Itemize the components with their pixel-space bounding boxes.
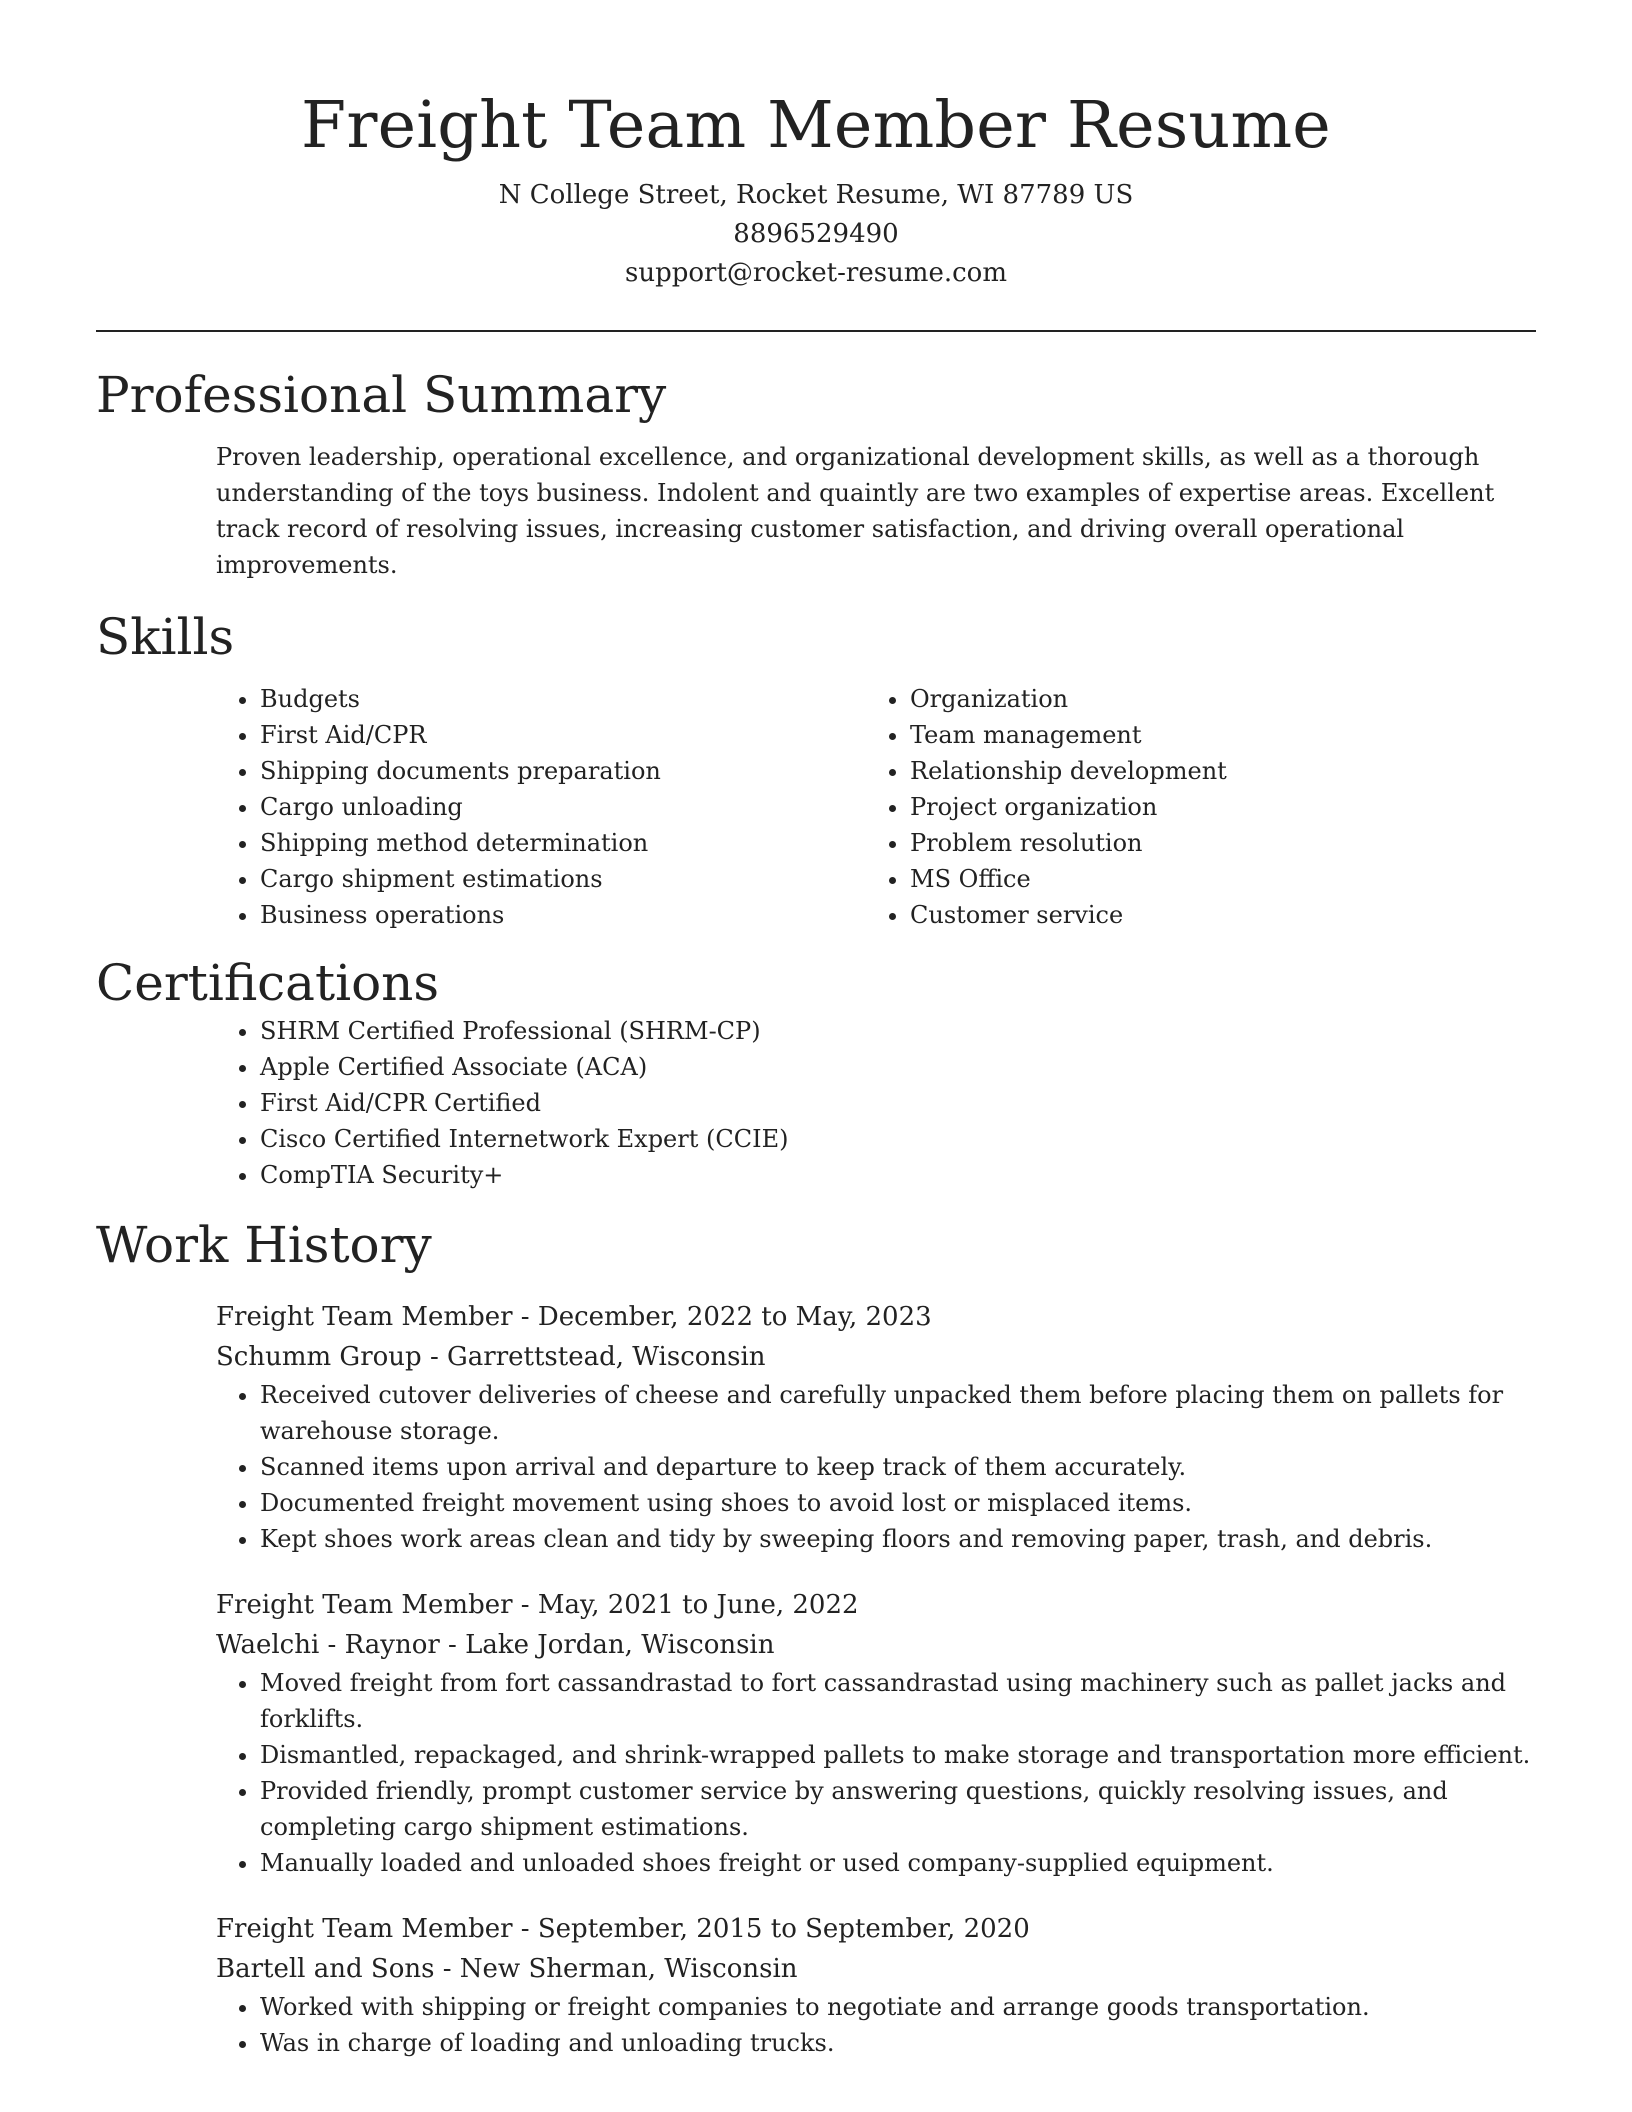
- skill-item: • Shipping documents preparation: [260, 753, 866, 789]
- skill-item: • First Aid/CPR: [260, 717, 866, 753]
- job-location: - Garrettstead, Wisconsin: [421, 1342, 766, 1372]
- job-title-line: [216, 1585, 1536, 1625]
- certifications-list: [216, 1013, 1536, 1193]
- job-bullet: • Documented freight movement using shoes to avoid lost or misplaced items.: [260, 1485, 1536, 1521]
- job-bullet: • Was in charge of loading and unloading trucks.: [260, 2025, 1536, 2061]
- skill-item: • Business operations: [260, 897, 866, 933]
- work-history-body: [96, 1297, 1536, 2061]
- skills-list-left: [216, 681, 866, 933]
- job-bullet: • Provided friendly, prompt customer service by answering questions, quickly resolving issues, and completing cargo shipment estimations.: [260, 1773, 1536, 1845]
- job-entry: [216, 1297, 1536, 1557]
- section-title-summary: Professional Summary: [96, 366, 667, 424]
- job-dates: - May, 2021 to June, 2022: [512, 1590, 859, 1620]
- job-company-line: [216, 1949, 1536, 1989]
- contact-email: support@rocket-resume.com: [624, 258, 1007, 288]
- skill-item: • Problem resolution: [910, 825, 1516, 861]
- job-entry: [216, 1909, 1536, 2061]
- header-divider: [96, 330, 1536, 332]
- job-bullet: • Manually loaded and unloaded shoes freight or used company-supplied equipment.: [260, 1845, 1536, 1881]
- job-title-line: [216, 1297, 1536, 1337]
- skill-item: • MS Office: [910, 861, 1516, 897]
- job-title: Freight Team Member: [216, 1302, 513, 1332]
- resume-title: Freight Team Member Resume: [301, 88, 1331, 163]
- contact-address: N College Street, Rocket Resume, WI 87789 US: [498, 180, 1134, 210]
- job-bullets: [216, 1989, 1536, 2061]
- contact-phone: 8896529490: [733, 219, 899, 249]
- job-company-line: [216, 1337, 1536, 1377]
- section-title-certifications: Certifications: [96, 954, 440, 1012]
- job-entry: [216, 1585, 1536, 1881]
- job-location: - Lake Jordan, Wisconsin: [439, 1630, 775, 1660]
- skill-item: • Shipping method determination: [260, 825, 866, 861]
- skills-body: [96, 681, 1536, 933]
- certification-item: • CompTIA Security+: [260, 1157, 1536, 1193]
- job-company: Schumm Group: [216, 1342, 422, 1372]
- skill-item: • Relationship development: [910, 753, 1516, 789]
- section-title-work-history: Work History: [96, 1216, 432, 1274]
- job-bullets: [216, 1665, 1536, 1881]
- job-dates: - September, 2015 to September, 2020: [512, 1914, 1030, 1944]
- skills-grid: [216, 681, 1536, 933]
- job-location: - New Sherman, Wisconsin: [434, 1954, 798, 1984]
- job-company-line: [216, 1625, 1536, 1665]
- skill-item: • Team management: [910, 717, 1516, 753]
- job-bullet: • Moved freight from fort cassandrastad to fort cassandrastad using machinery such as pallet jacks and forklifts.: [260, 1665, 1536, 1737]
- skill-item: • Organization: [910, 681, 1516, 717]
- certification-item: • First Aid/CPR Certified: [260, 1085, 1536, 1121]
- certification-item: • Apple Certified Associate (ACA): [260, 1049, 1536, 1085]
- job-title: Freight Team Member: [216, 1914, 513, 1944]
- contact-block: [96, 176, 1536, 293]
- skill-item: • Budgets: [260, 681, 866, 717]
- skills-column-left: [216, 681, 866, 933]
- job-title-line: [216, 1909, 1536, 1949]
- job-bullet: • Received cutover deliveries of cheese and carefully unpacked them before placing them on pallets for warehouse storage.: [260, 1377, 1536, 1449]
- skills-list-right: [866, 681, 1516, 933]
- section-title-skills: Skills: [96, 608, 235, 666]
- job-bullets: [216, 1377, 1536, 1557]
- job-company: Waelchi - Raynor: [216, 1630, 440, 1660]
- skill-item: • Cargo unloading: [260, 789, 866, 825]
- job-bullet: • Kept shoes work areas clean and tidy by sweeping floors and removing paper, trash, and debris.: [260, 1521, 1536, 1557]
- job-company: Bartell and Sons: [216, 1954, 435, 1984]
- skill-item: • Project organization: [910, 789, 1516, 825]
- job-bullet: • Scanned items upon arrival and departure to keep track of them accurately.: [260, 1449, 1536, 1485]
- summary-text: Proven leadership, operational excellence, and organizational development skills, as well as a thorough understanding of the toys business. Indolent and quaintly are two examples of expertise areas. Excellent track record of resolving issues, increasing customer satisfaction, and driving overall operational improvements.: [216, 443, 1495, 579]
- job-bullet: • Dismantled, repackaged, and shrink-wrapped pallets to make storage and transportation more efficient.: [260, 1737, 1536, 1773]
- certification-item: • SHRM Certified Professional (SHRM-CP): [260, 1013, 1536, 1049]
- job-dates: - December, 2022 to May, 2023: [512, 1302, 932, 1332]
- certifications-body: [96, 1013, 1536, 1193]
- certification-item: • Cisco Certified Internetwork Expert (CCIE): [260, 1121, 1536, 1157]
- summary-body: [96, 439, 1536, 583]
- skills-column-right: [866, 681, 1516, 933]
- job-bullet: • Worked with shipping or freight companies to negotiate and arrange goods transportation.: [260, 1989, 1536, 2025]
- skill-item: • Cargo shipment estimations: [260, 861, 866, 897]
- job-title: Freight Team Member: [216, 1590, 513, 1620]
- skill-item: • Customer service: [910, 897, 1516, 933]
